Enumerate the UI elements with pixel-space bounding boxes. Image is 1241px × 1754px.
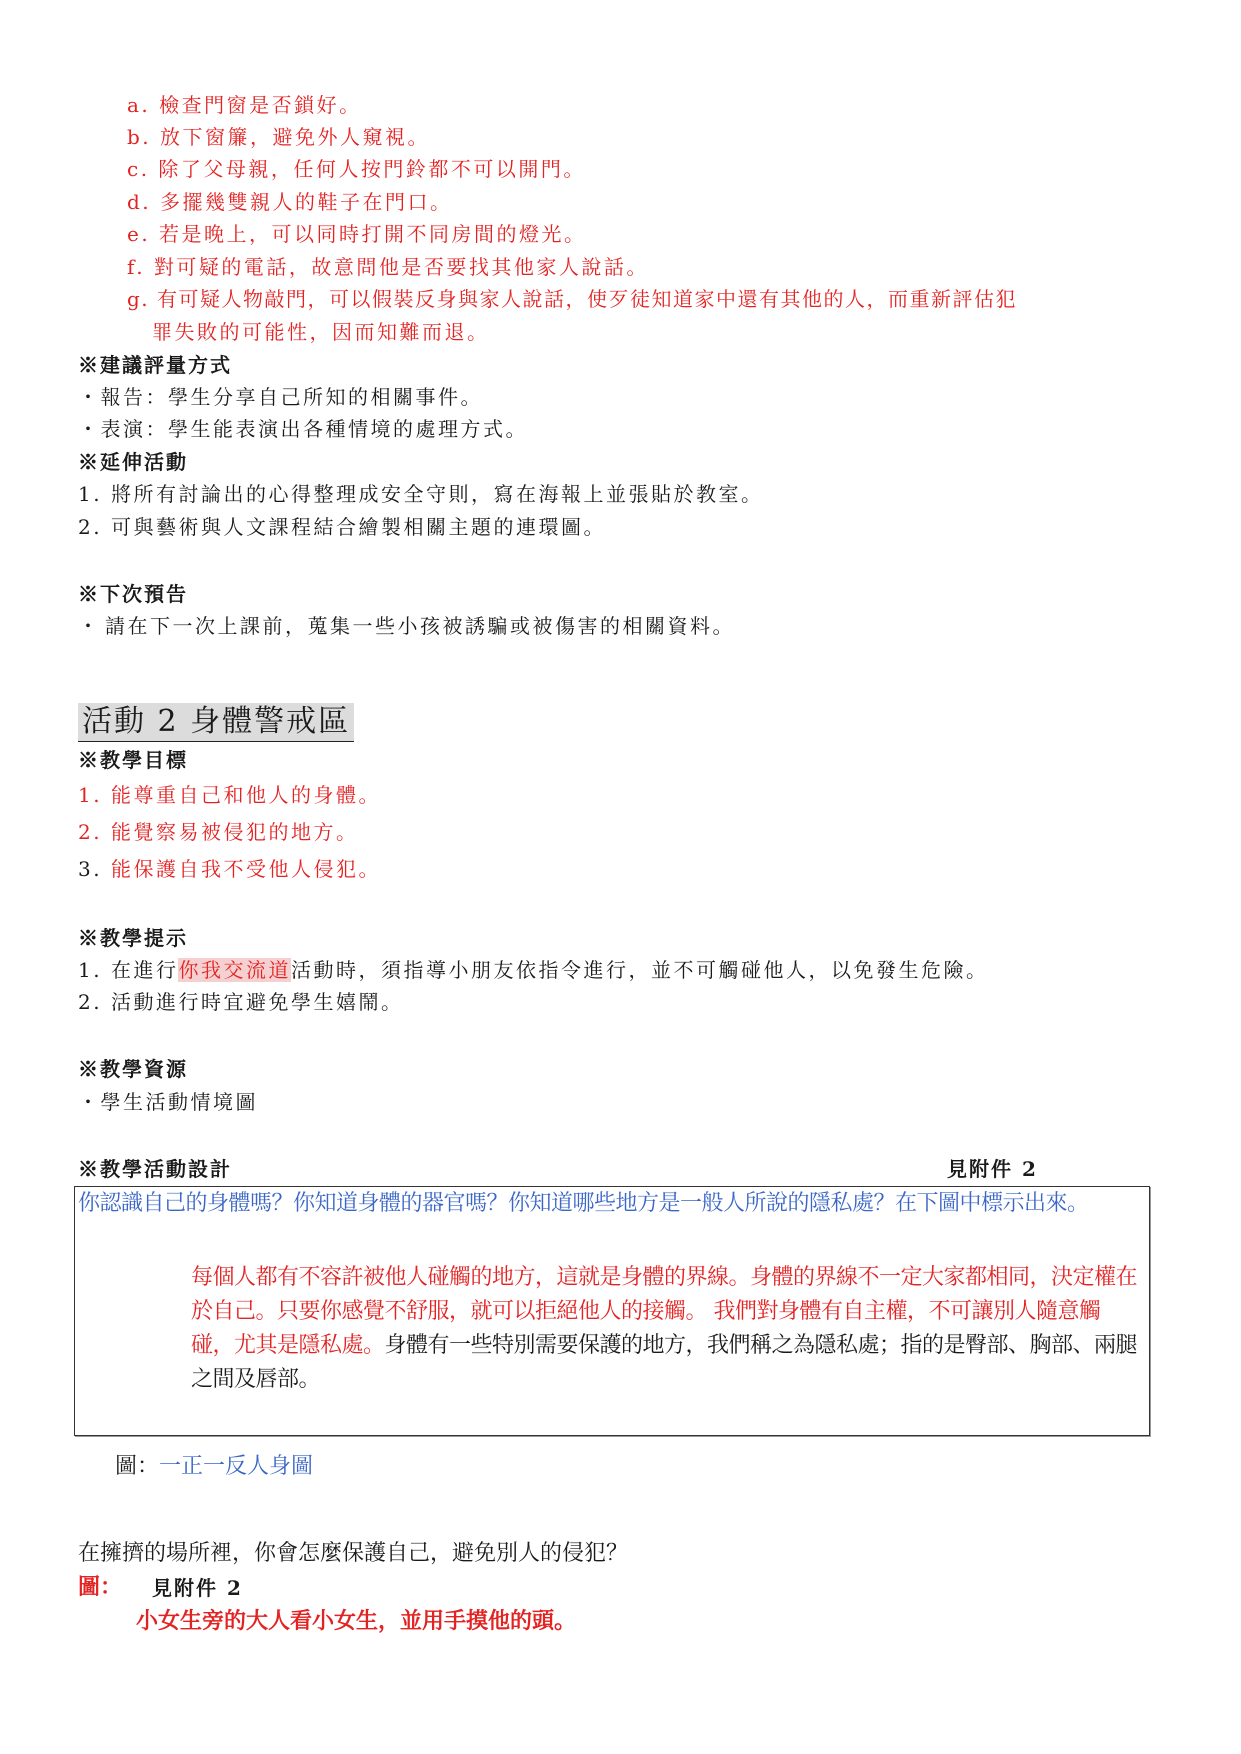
list-item-a: a. 檢查門窗是否鎖好。 (127, 93, 362, 117)
figure-label-2: 圖： (78, 1575, 123, 1600)
goals-title: ※教學目標 (78, 748, 188, 772)
crowd-question: 在擁擠的場所裡，你會怎麼保護自己，避免別人的侵犯？ (78, 1541, 629, 1566)
resources-title: ※教學資源 (78, 1057, 188, 1081)
hint-1-suffix: 活動時，須指導小朋友依指令進行，並不可觸碰他人，以免發生危險。 (290, 958, 989, 982)
body-boundary-paragraph (191, 1261, 1141, 1397)
list-item-f: f. 對可疑的電話，故意問他是否要找其他家人說話。 (127, 255, 649, 279)
assessment-item: ・表演：學生能表演出各種情境的處理方式。 (78, 417, 528, 441)
appendix-reference: 見附件 2 (947, 1157, 1038, 1181)
boundary-text-black: 身體有一些特別需要保護的地方，我們稱之為隱私處；指的是臀部、胸部、兩腿之間及唇部。 (191, 1333, 1138, 1392)
list-item-b: b. 放下窗簾，避免外人窺視。 (127, 125, 431, 149)
activity-heading: 活動 2 身體警戒區 (78, 703, 354, 742)
activity-content-box (74, 1186, 1150, 1436)
list-item-c: c. 除了父母親，任何人按門鈴都不可以開門。 (127, 157, 586, 181)
extension-item: 1. 將所有討論出的心得整理成安全守則，寫在海報上並張貼於教室。 (78, 482, 764, 506)
figure-title: 一正一反人身圖 (159, 1454, 314, 1479)
goal-item-1: 1. 能尊重自己和他人的身體。 (78, 783, 381, 807)
goal-3-number: 3. (78, 857, 111, 881)
figure-label: 圖： (115, 1454, 160, 1479)
list-item-g: g. 有可疑人物敲門，可以假裝反身與家人說話，使歹徒知道家中還有其他的人，而重新評估犯 (127, 287, 1018, 311)
hint-item-1 (78, 956, 988, 984)
appendix-reference-2: 見附件 2 (152, 1576, 243, 1600)
extension-title: ※延伸活動 (78, 450, 188, 474)
goal-item-3 (78, 855, 381, 883)
list-item-g-cont: 罪失敗的可能性，因而知難而退。 (152, 320, 490, 344)
hint-item-2: 2. 活動進行時宜避免學生嬉鬧。 (78, 990, 404, 1014)
resource-item: ・學生活動情境圖 (78, 1090, 258, 1114)
assessment-item: ・報告：學生分享自己所知的相關事件。 (78, 385, 483, 409)
goal-item-2: 2. 能覺察易被侵犯的地方。 (78, 820, 359, 844)
preview-bullet: ・ (78, 614, 101, 638)
boundary-text-red: 每個人都有不容許被他人碰觸的地方，這就是身體的界線。身體的界線不一定大家都相同，決定權在於自己。只要你感覺不舒服，就可以拒絕他人的接觸。 我們對身體有自主權，不可讓別人隨意觸碰，尤其是隱私處。 (191, 1265, 1138, 1358)
hints-title: ※教學提示 (78, 926, 188, 950)
preview-title: ※下次預告 (78, 582, 188, 606)
extension-item: 2. 可與藝術與人文課程結合繪製相關主題的連環圖。 (78, 515, 606, 539)
assessment-title: ※建議評量方式 (78, 353, 232, 377)
design-title: ※教學活動設計 (78, 1157, 232, 1181)
goal-3-text: 能保護自我不受他人侵犯。 (110, 857, 381, 881)
figure-caption (115, 1451, 313, 1483)
list-item-d: d. 多擺幾雙親人的鞋子在門口。 (127, 190, 453, 214)
list-item-e: e. 若是晚上，可以同時打開不同房間的燈光。 (127, 222, 587, 246)
highlighted-activity-name: 你我交流道 (178, 958, 291, 982)
figure-caption-2: 小女生旁的大人看小女生，並用手摸他的頭。 (136, 1609, 577, 1634)
hint-1-prefix: 1. 在進行 (78, 958, 179, 982)
preview-text: 請在下一次上課前，蒐集一些小孩被誘騙或被傷害的相關資料。 (105, 614, 735, 638)
body-question: 你認識自己的身體嗎？你知道身體的器官嗎？你知道哪些地方是一般人所說的隱私處？在下圖中標示出來。 (78, 1191, 1089, 1216)
